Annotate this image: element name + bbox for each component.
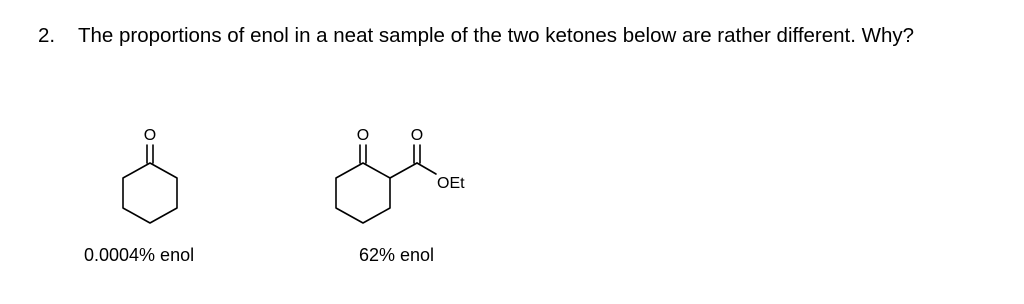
enol-percentage-cyclohexanone: 0.0004% enol [84,245,195,265]
cyclohexanone-structure [123,127,177,223]
ester-carbon-bond [390,163,417,178]
question-number: 2. [38,24,56,47]
cyclohexane-ring-2 [336,163,390,223]
cyclohexane-ring [123,163,177,223]
enol-percentage-ketoester: 62% enol [359,245,435,265]
carbonyl-oxygen-label: O [143,127,157,144]
ester-oxygen-bond [417,163,436,174]
ester-carbonyl-oxygen-label: O [410,127,424,144]
ring-carbonyl-oxygen-label: O [356,127,370,144]
ethoxy-label: OEt [437,175,465,192]
ketoester-structure [336,127,465,223]
question-text: The proportions of enol in a neat sample of the two ketones below are rather different. Why? [78,24,915,47]
